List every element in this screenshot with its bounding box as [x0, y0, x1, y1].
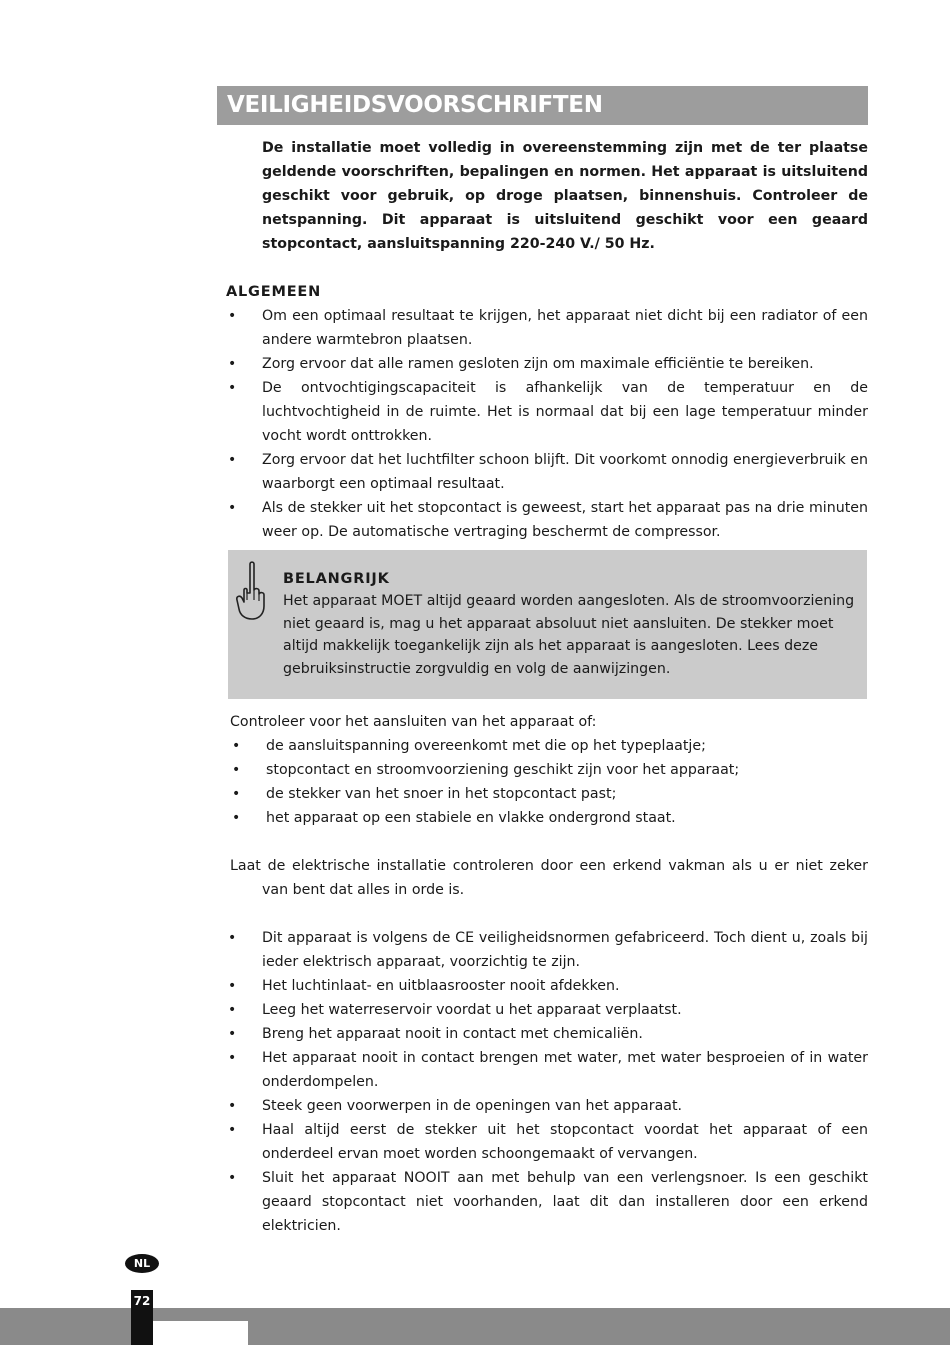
list-item: • de aansluitspanning overeenkomt met die op het typeplaatje; — [230, 734, 868, 758]
list-item: • Om een optimaal resultaat te krijgen, het apparaat niet dicht bij een radiator of een andere warmtebron plaatsen. — [226, 304, 868, 352]
list-item: • Sluit het apparaat NOOIT aan met behulp van een verlengsnoer. Is een geschikt geaard stopcontact niet voorhanden, laat dit dan installeren door een erkend elektricien. — [226, 1166, 868, 1238]
language-badge: NL — [125, 1254, 159, 1273]
list-item: • Dit apparaat is volgens de CE veiligheidsnormen gefabriceerd. Toch dient u, zoals bij ieder elektrisch apparaat, voorzichtig te zijn. — [226, 926, 868, 974]
general-heading: ALGEMEEN — [226, 284, 322, 300]
general-section — [226, 280, 868, 544]
list-item: • Haal altijd eerst de stekker uit het stopcontact voordat het apparaat of een onderdeel ervan moet worden schoongemaakt of vervangen. — [226, 1118, 868, 1166]
check-note: Laat de elektrische installatie controleren door een erkend vakman als u er niet zeker van bent dat alles in orde is. — [230, 858, 868, 898]
list-item: • Breng het apparaat nooit in contact met chemicaliën. — [226, 1022, 868, 1046]
general-list — [226, 304, 868, 544]
list-item: • Steek geen voorwerpen in de openingen van het apparaat. — [226, 1094, 868, 1118]
list-item: • Het luchtinlaat- en uitblaasrooster nooit afdekken. — [226, 974, 868, 998]
important-notice-box — [228, 550, 867, 699]
check-list — [230, 734, 868, 830]
list-item: • Leeg het waterreservoir voordat u het apparaat verplaatst. — [226, 998, 868, 1022]
list-item: • Het apparaat nooit in contact brengen met water, met water besproeien of in water onderdompelen. — [226, 1046, 868, 1094]
important-content — [283, 568, 863, 680]
list-item: • Als de stekker uit het stopcontact is geweest, start het apparaat pas na drie minuten weer op. De automatische vertraging beschermt de compressor. — [226, 496, 868, 544]
footer-decoration — [153, 1321, 248, 1345]
safety-section — [226, 926, 868, 1238]
important-text: Het apparaat MOET altijd geaard worden aangesloten. Als de stroomvoorziening niet geaard is, mag u het apparaat absoluut niet aansluiten. De stekker moet altijd makkelijk toegankelijk zijn als het apparaat is aangesloten. Lees deze gebruiksinstructie zorgvuldig en volg de aanwijzingen. — [283, 593, 855, 677]
check-intro: Controleer voor het aansluiten van het apparaat of: — [230, 714, 597, 730]
intro-paragraph: De installatie moet volledig in overeenstemming zijn met de ter plaatse geldende voorschriften, bepalingen en normen. Het apparaat is uitsluitend geschikt voor gebruik, op droge plaatsen, binnenshuis. Controleer de netspanning. Dit apparaat is uitsluitend geschikt voor een geaard stopcontact, aansluitspanning 220-240 V./ 50 Hz. — [262, 140, 868, 252]
pointing-hand-icon — [234, 560, 268, 622]
safety-list — [226, 926, 868, 1238]
list-item: • Zorg ervoor dat alle ramen gesloten zijn om maximale efficiëntie te bereiken. — [226, 352, 868, 376]
check-section — [230, 710, 868, 902]
important-heading: BELANGRIJK — [283, 571, 390, 587]
list-item: • het apparaat op een stabiele en vlakke ondergrond staat. — [230, 806, 868, 830]
list-item: • stopcontact en stroomvoorziening geschikt zijn voor het apparaat; — [230, 758, 868, 782]
list-item: • de stekker van het snoer in het stopcontact past; — [230, 782, 868, 806]
page-number: 72 — [131, 1290, 153, 1345]
list-item: • De ontvochtigingscapaciteit is afhankelijk van de temperatuur en de luchtvochtigheid in de ruimte. Het is normaal dat bij een lage temperatuur minder vocht wordt onttrokken. — [226, 376, 868, 448]
page-title: VEILIGHEIDSVOORSCHRIFTEN — [217, 86, 868, 125]
list-item: • Zorg ervoor dat het luchtfilter schoon blijft. Dit voorkomt onnodig energieverbruik en waarborgt een optimaal resultaat. — [226, 448, 868, 496]
